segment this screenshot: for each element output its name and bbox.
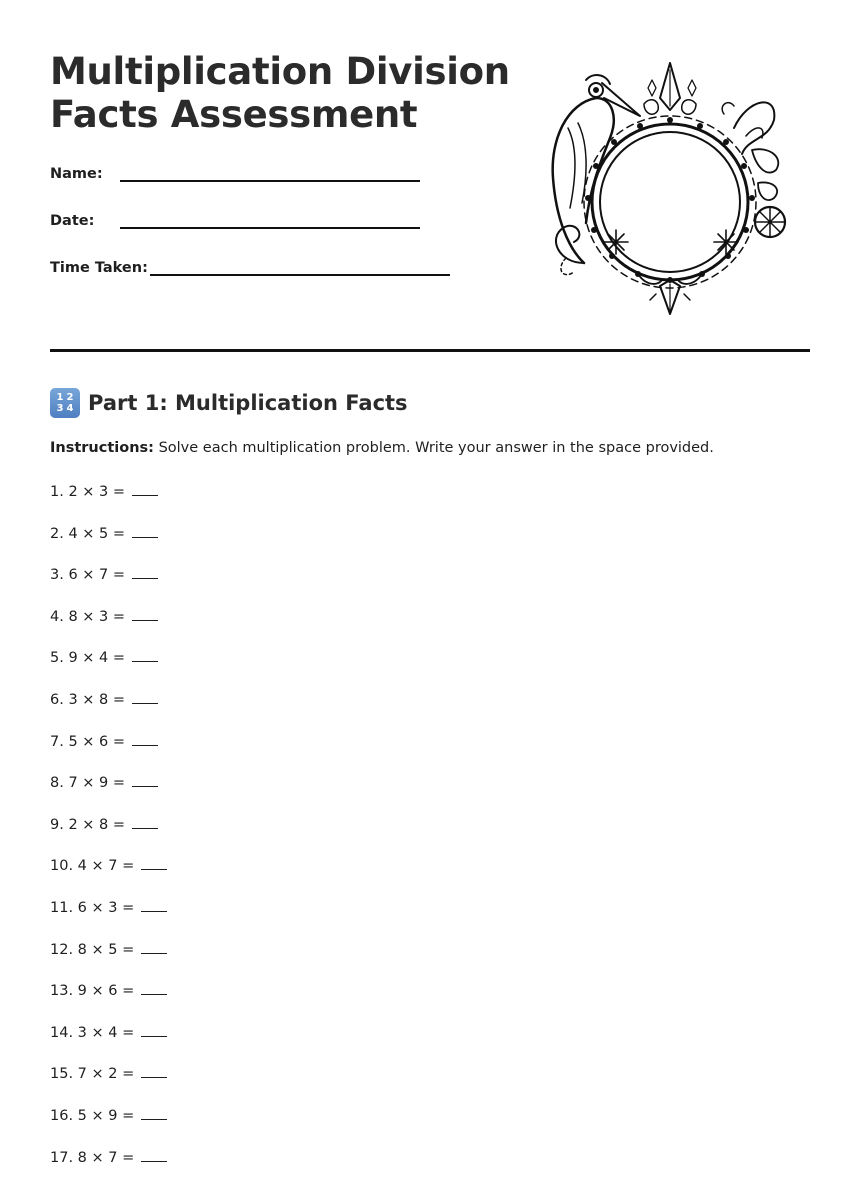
name-label: Name: <box>50 166 120 182</box>
answer-blank[interactable] <box>132 483 158 496</box>
problem-text: 1. 2 × 3 = <box>50 484 125 500</box>
problem-item <box>50 733 167 775</box>
problem-list <box>50 483 167 1190</box>
title-line-1: Multiplication Division <box>50 50 510 93</box>
instructions-text: Solve each multiplication problem. Write your answer in the space provided. <box>154 440 714 456</box>
problem-text: 13. 9 × 6 = <box>50 983 134 999</box>
problem-item <box>50 483 167 525</box>
problem-text: 2. 4 × 5 = <box>50 526 125 542</box>
answer-blank[interactable] <box>132 649 158 662</box>
instructions-label: Instructions: <box>50 440 154 456</box>
problem-item <box>50 649 167 691</box>
page-title <box>50 50 520 136</box>
time-taken-label: Time Taken: <box>50 260 150 276</box>
problem-item <box>50 941 167 983</box>
problem-text: 9. 2 × 8 = <box>50 817 125 833</box>
answer-blank[interactable] <box>141 899 167 912</box>
problem-item <box>50 774 167 816</box>
problem-text: 12. 8 × 5 = <box>50 942 134 958</box>
name-line[interactable] <box>120 179 420 182</box>
date-label: Date: <box>50 213 120 229</box>
problem-item <box>50 1024 167 1066</box>
time-taken-field <box>50 260 450 276</box>
problem-text: 15. 7 × 2 = <box>50 1066 134 1082</box>
answer-blank[interactable] <box>141 941 167 954</box>
icon-digit: 4 <box>67 403 74 414</box>
problem-text: 7. 5 × 6 = <box>50 734 125 750</box>
answer-blank[interactable] <box>141 857 167 870</box>
section-divider <box>50 349 810 352</box>
problem-text: 14. 3 × 4 = <box>50 1025 134 1041</box>
part-1-title: Part 1: Multiplication Facts <box>88 391 408 415</box>
problem-item <box>50 899 167 941</box>
title-line-2: Facts Assessment <box>50 93 417 136</box>
answer-blank[interactable] <box>132 525 158 538</box>
problem-item <box>50 857 167 899</box>
problem-item <box>50 691 167 733</box>
problem-item <box>50 816 167 858</box>
problem-text: 5. 9 × 4 = <box>50 650 125 666</box>
answer-blank[interactable] <box>132 608 158 621</box>
time-taken-line[interactable] <box>150 273 450 276</box>
problem-text: 3. 6 × 7 = <box>50 567 125 583</box>
answer-blank[interactable] <box>141 1065 167 1078</box>
answer-blank[interactable] <box>132 691 158 704</box>
problem-text: 6. 3 × 8 = <box>50 692 125 708</box>
problem-text: 8. 7 × 9 = <box>50 775 125 791</box>
answer-blank[interactable] <box>141 1107 167 1120</box>
icon-digit: 2 <box>67 392 74 403</box>
name-field <box>50 166 420 182</box>
problem-text: 11. 6 × 3 = <box>50 900 134 916</box>
answer-blank[interactable] <box>132 774 158 787</box>
answer-blank[interactable] <box>141 982 167 995</box>
answer-blank[interactable] <box>141 1149 167 1162</box>
problem-text: 17. 8 × 7 = <box>50 1150 134 1166</box>
problem-text: 4. 8 × 3 = <box>50 609 125 625</box>
problem-item <box>50 1065 167 1107</box>
bird-frame-illustration-icon <box>538 58 798 320</box>
input-numbers-icon <box>50 388 80 418</box>
answer-blank[interactable] <box>132 566 158 579</box>
date-line[interactable] <box>120 226 420 229</box>
instructions <box>50 440 714 456</box>
answer-blank[interactable] <box>132 733 158 746</box>
problem-text: 10. 4 × 7 = <box>50 858 134 874</box>
answer-blank[interactable] <box>141 1024 167 1037</box>
icon-digit: 3 <box>57 403 64 414</box>
part-1-heading <box>50 388 408 418</box>
icon-digit: 1 <box>57 392 64 403</box>
problem-item <box>50 982 167 1024</box>
date-field <box>50 213 420 229</box>
problem-item <box>50 525 167 567</box>
problem-item <box>50 1149 167 1190</box>
problem-item <box>50 566 167 608</box>
problem-item <box>50 1107 167 1149</box>
answer-blank[interactable] <box>132 816 158 829</box>
problem-item <box>50 608 167 650</box>
problem-text: 16. 5 × 9 = <box>50 1108 134 1124</box>
